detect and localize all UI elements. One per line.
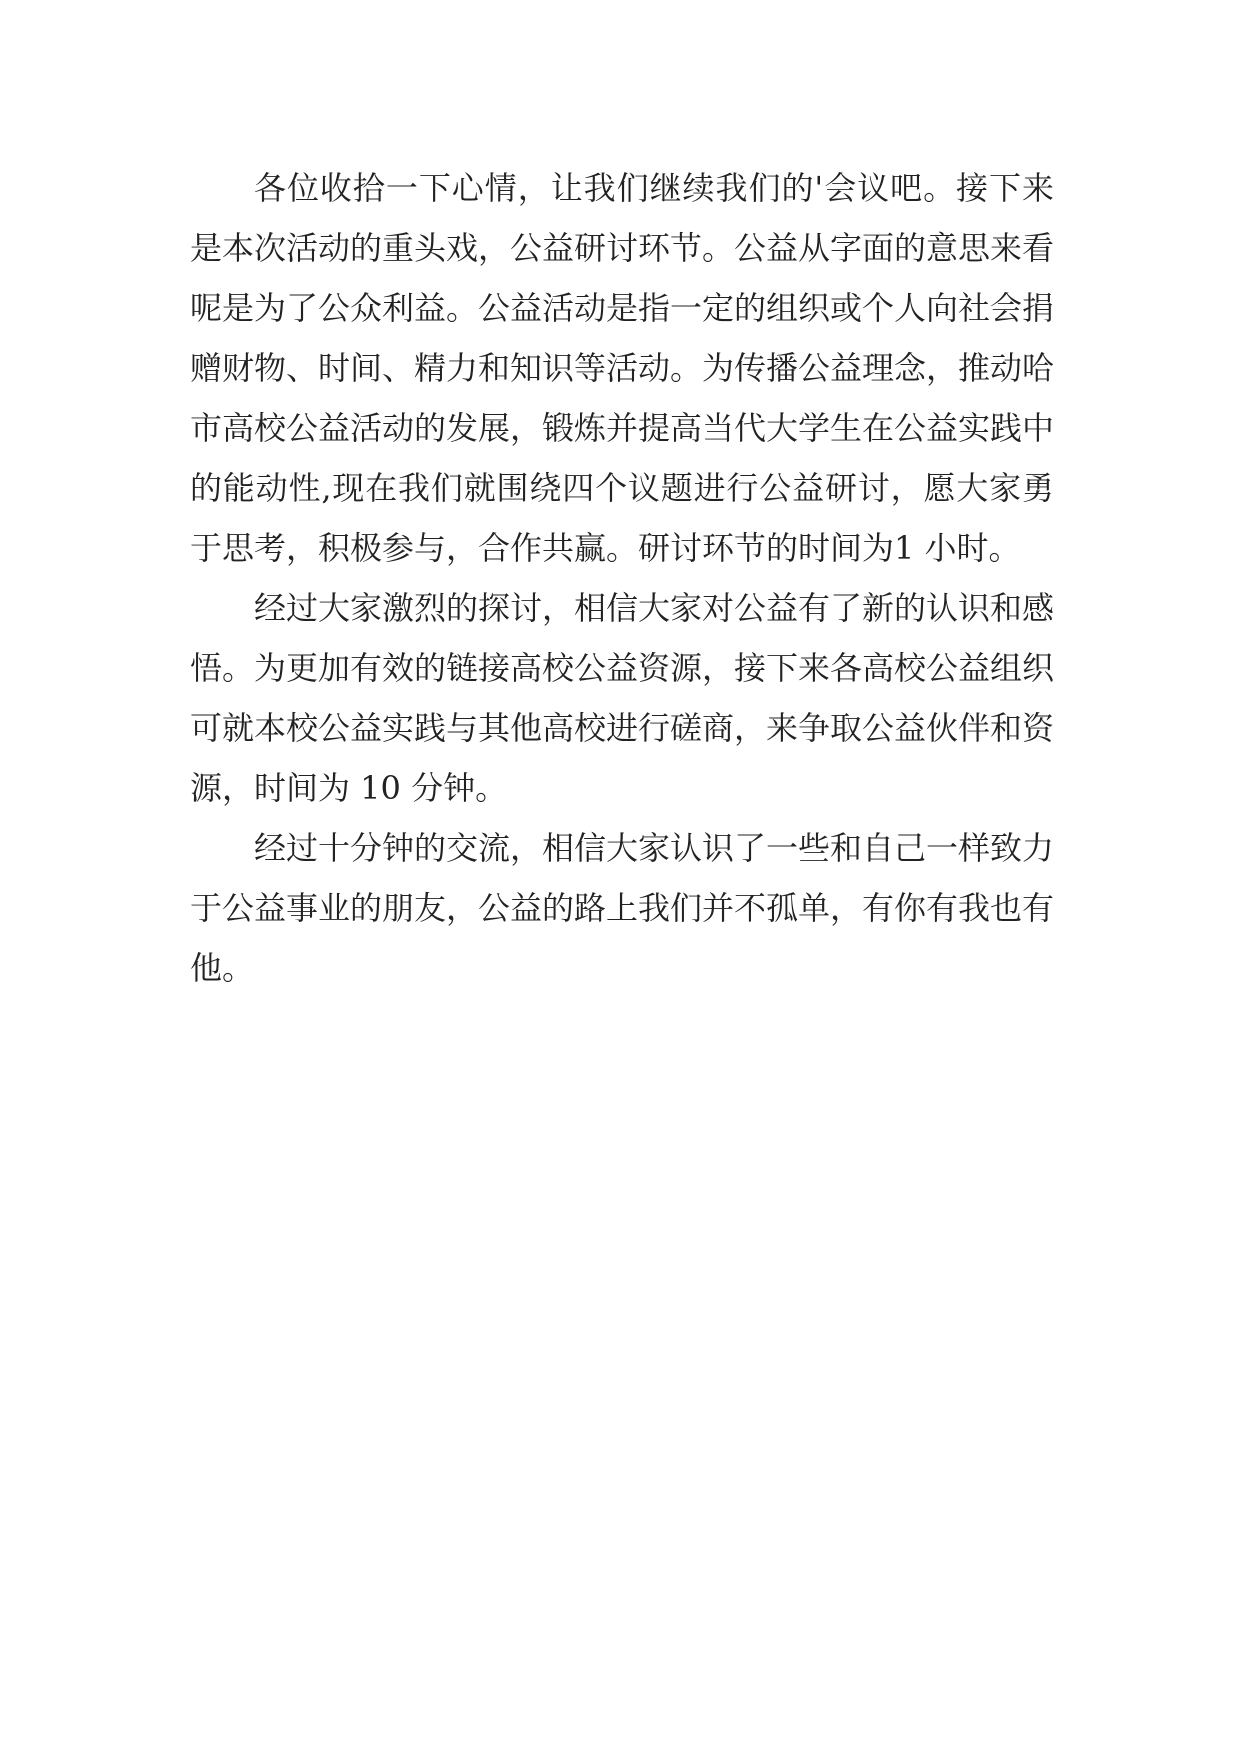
paragraph-1: 各位收拾一下心情，让我们继续我们的'会议吧。接下来是本次活动的重头戏，公益研讨环节。公益从字面的意思来看呢是为了公众利益。公益活动是指一定的组织或个人向社会捐赠财物、时间、精力和知识等活动。为传播公益理念，推动哈市高校公益活动的发展，锻炼并提高当代大学生在公益实践中的能动性,现在我们就围绕四个议题进行公益研讨，愿大家勇于思考，积极参与，合作共赢。研讨环节的时间为1 小时。 bbox=[190, 169, 1055, 567]
document-body bbox=[190, 158, 1054, 998]
paragraph-2: 经过大家激烈的探讨，相信大家对公益有了新的认识和感悟。为更加有效的链接高校公益资源，接下来各高校公益组织可就本校公益实践与其他高校进行磋商，来争取公益伙伴和资源，时间为 10 分钟。 bbox=[190, 589, 1055, 807]
paragraph-3: 经过十分钟的交流，相信大家认识了一些和自己一样致力于公益事业的朋友，公益的路上我们并不孤单，有你有我也有他。 bbox=[190, 829, 1055, 987]
